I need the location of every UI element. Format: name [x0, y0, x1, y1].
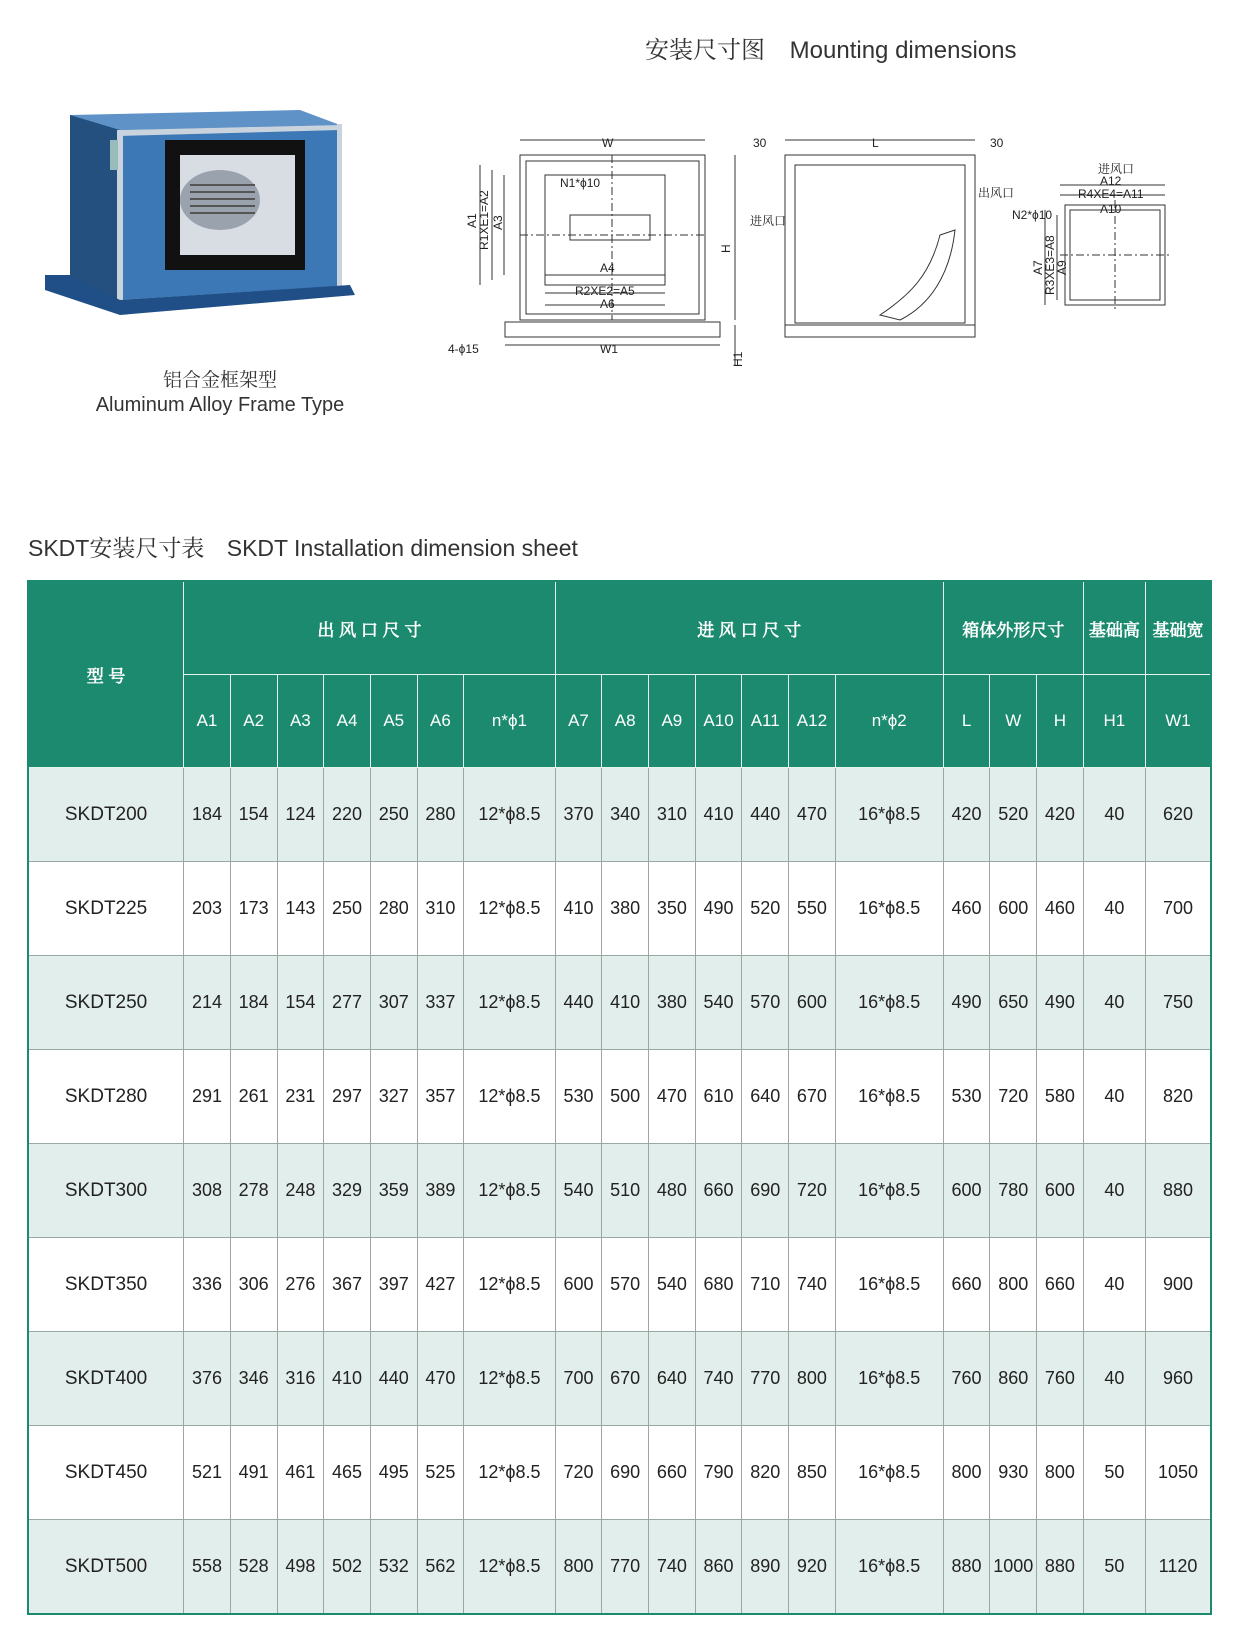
- value-cell: 12*ϕ8.5: [464, 1520, 555, 1615]
- table-subheader-row: [28, 675, 1211, 768]
- value-cell: 880: [1037, 1520, 1084, 1615]
- value-cell: 184: [184, 768, 231, 862]
- value-cell: 558: [184, 1520, 231, 1615]
- value-cell: 316: [277, 1332, 324, 1426]
- base-height-header: 基础高: [1083, 581, 1145, 675]
- caption-en: Aluminum Alloy Frame Type: [95, 394, 345, 416]
- product-caption: [60, 365, 380, 417]
- column-header: H1: [1083, 675, 1145, 768]
- label-A7: A7: [1031, 260, 1045, 275]
- label-A3: A3: [491, 215, 505, 230]
- value-cell: 760: [943, 1332, 990, 1426]
- value-cell: 16*ϕ8.5: [835, 1238, 943, 1332]
- table-row: [28, 1332, 1211, 1426]
- label-30-left: 30: [753, 136, 767, 150]
- value-cell: 12*ϕ8.5: [464, 1238, 555, 1332]
- column-header: A8: [602, 675, 649, 768]
- label-R1: R1XE1=A2: [477, 190, 491, 250]
- value-cell: 248: [277, 1144, 324, 1238]
- value-cell: 540: [695, 956, 742, 1050]
- value-cell: 650: [990, 956, 1037, 1050]
- value-cell: 336: [184, 1238, 231, 1332]
- value-cell: 12*ϕ8.5: [464, 1144, 555, 1238]
- value-cell: 12*ϕ8.5: [464, 956, 555, 1050]
- value-cell: 880: [943, 1520, 990, 1615]
- label-A1: A1: [465, 213, 479, 228]
- value-cell: 610: [695, 1050, 742, 1144]
- value-cell: 40: [1083, 768, 1145, 862]
- label-H: H: [719, 244, 733, 253]
- value-cell: 124: [277, 768, 324, 862]
- column-header: A12: [789, 675, 836, 768]
- table-title-en: SKDT Installation dimension sheet: [226, 535, 578, 561]
- value-cell: 461: [277, 1426, 324, 1520]
- label-W1: W1: [600, 342, 618, 356]
- value-cell: 470: [789, 768, 836, 862]
- value-cell: 570: [602, 1238, 649, 1332]
- value-cell: 528: [230, 1520, 277, 1615]
- value-cell: 540: [649, 1238, 696, 1332]
- label-R4: R4XE4=A11: [1078, 187, 1144, 201]
- value-cell: 16*ϕ8.5: [835, 1144, 943, 1238]
- value-cell: 640: [649, 1332, 696, 1426]
- value-cell: 389: [417, 1144, 464, 1238]
- page-title-cn: 安装尺寸图: [645, 37, 765, 64]
- value-cell: 800: [990, 1238, 1037, 1332]
- column-header: A9: [649, 675, 696, 768]
- value-cell: 440: [555, 956, 602, 1050]
- value-cell: 50: [1083, 1520, 1145, 1615]
- model-cell: SKDT500: [28, 1520, 184, 1615]
- value-cell: 12*ϕ8.5: [464, 862, 555, 956]
- table-title: [28, 530, 578, 563]
- table-row: [28, 1520, 1211, 1615]
- value-cell: 410: [324, 1332, 371, 1426]
- value-cell: 520: [742, 862, 789, 956]
- value-cell: 660: [943, 1238, 990, 1332]
- value-cell: 720: [990, 1050, 1037, 1144]
- value-cell: 600: [789, 956, 836, 1050]
- model-cell: SKDT280: [28, 1050, 184, 1144]
- value-cell: 780: [990, 1144, 1037, 1238]
- value-cell: 12*ϕ8.5: [464, 1426, 555, 1520]
- table-row: [28, 956, 1211, 1050]
- value-cell: 310: [417, 862, 464, 956]
- column-header: W1: [1146, 675, 1211, 768]
- value-cell: 306: [230, 1238, 277, 1332]
- model-cell: SKDT200: [28, 768, 184, 862]
- value-cell: 154: [277, 956, 324, 1050]
- value-cell: 490: [943, 956, 990, 1050]
- value-cell: 700: [555, 1332, 602, 1426]
- value-cell: 495: [370, 1426, 417, 1520]
- label-30-right: 30: [990, 136, 1004, 150]
- label-R3: R3XE3=A8: [1043, 235, 1057, 295]
- model-header: 型 号: [28, 581, 184, 768]
- value-cell: 880: [1146, 1144, 1211, 1238]
- value-cell: 660: [1037, 1238, 1084, 1332]
- page-title-en: Mounting dimensions: [789, 37, 1017, 64]
- label-holes: 4-ϕ15: [448, 342, 479, 356]
- value-cell: 640: [742, 1050, 789, 1144]
- value-cell: 491: [230, 1426, 277, 1520]
- value-cell: 465: [324, 1426, 371, 1520]
- value-cell: 40: [1083, 1050, 1145, 1144]
- label-H1: H1: [731, 351, 745, 367]
- value-cell: 250: [370, 768, 417, 862]
- casing-group-header: 箱体外形尺寸: [943, 581, 1083, 675]
- value-cell: 214: [184, 956, 231, 1050]
- value-cell: 600: [555, 1238, 602, 1332]
- value-cell: 280: [417, 768, 464, 862]
- value-cell: 660: [695, 1144, 742, 1238]
- value-cell: 16*ϕ8.5: [835, 1332, 943, 1426]
- column-header: A7: [555, 675, 602, 768]
- table-row: [28, 1426, 1211, 1520]
- value-cell: 380: [602, 862, 649, 956]
- value-cell: 530: [943, 1050, 990, 1144]
- value-cell: 550: [789, 862, 836, 956]
- value-cell: 680: [695, 1238, 742, 1332]
- value-cell: 16*ϕ8.5: [835, 862, 943, 956]
- value-cell: 600: [1037, 1144, 1084, 1238]
- value-cell: 359: [370, 1144, 417, 1238]
- value-cell: 570: [742, 956, 789, 1050]
- value-cell: 490: [1037, 956, 1084, 1050]
- value-cell: 440: [742, 768, 789, 862]
- outlet-group-header: 出 风 口 尺 寸: [184, 581, 555, 675]
- value-cell: 525: [417, 1426, 464, 1520]
- value-cell: 250: [324, 862, 371, 956]
- label-R2: R2XE2=A5: [575, 284, 635, 298]
- value-cell: 50: [1083, 1426, 1145, 1520]
- fan-cabinet-image: [40, 100, 380, 340]
- value-cell: 600: [943, 1144, 990, 1238]
- label-L: L: [872, 136, 879, 150]
- model-cell: SKDT225: [28, 862, 184, 956]
- column-header: W: [990, 675, 1037, 768]
- value-cell: 521: [184, 1426, 231, 1520]
- value-cell: 580: [1037, 1050, 1084, 1144]
- value-cell: 261: [230, 1050, 277, 1144]
- value-cell: 280: [370, 862, 417, 956]
- value-cell: 620: [1146, 768, 1211, 862]
- value-cell: 502: [324, 1520, 371, 1615]
- value-cell: 12*ϕ8.5: [464, 1050, 555, 1144]
- label-outlet-side: 出风口: [978, 186, 1015, 200]
- value-cell: 277: [324, 956, 371, 1050]
- value-cell: 410: [555, 862, 602, 956]
- label-inlet-top: 进风口: [1098, 162, 1135, 176]
- value-cell: 790: [695, 1426, 742, 1520]
- value-cell: 40: [1083, 1144, 1145, 1238]
- value-cell: 12*ϕ8.5: [464, 768, 555, 862]
- model-cell: SKDT400: [28, 1332, 184, 1426]
- label-N1: N1*ϕ10: [560, 176, 601, 190]
- value-cell: 370: [555, 768, 602, 862]
- mounting-drawing: [448, 125, 1220, 395]
- page-title: [645, 30, 1016, 65]
- label-N2: N2*ϕ10: [1012, 208, 1053, 222]
- label-A12: A12: [1100, 174, 1122, 188]
- value-cell: 480: [649, 1144, 696, 1238]
- value-cell: 327: [370, 1050, 417, 1144]
- value-cell: 203: [184, 862, 231, 956]
- value-cell: 490: [695, 862, 742, 956]
- model-cell: SKDT450: [28, 1426, 184, 1520]
- value-cell: 740: [649, 1520, 696, 1615]
- table-body: [28, 768, 1211, 1615]
- column-header: A4: [324, 675, 371, 768]
- value-cell: 340: [602, 768, 649, 862]
- value-cell: 329: [324, 1144, 371, 1238]
- label-A4: A4: [600, 261, 615, 275]
- value-cell: 16*ϕ8.5: [835, 768, 943, 862]
- value-cell: 600: [990, 862, 1037, 956]
- value-cell: 740: [695, 1332, 742, 1426]
- value-cell: 460: [1037, 862, 1084, 956]
- table-group-header-row: [28, 581, 1211, 675]
- value-cell: 40: [1083, 1238, 1145, 1332]
- value-cell: 890: [742, 1520, 789, 1615]
- column-header: n*ϕ1: [464, 675, 555, 768]
- value-cell: 40: [1083, 956, 1145, 1050]
- label-inlet-side: 进风口: [750, 214, 787, 228]
- value-cell: 440: [370, 1332, 417, 1426]
- value-cell: 800: [555, 1520, 602, 1615]
- value-cell: 291: [184, 1050, 231, 1144]
- value-cell: 410: [602, 956, 649, 1050]
- label-A9: A9: [1055, 260, 1069, 275]
- value-cell: 1000: [990, 1520, 1037, 1615]
- value-cell: 220: [324, 768, 371, 862]
- value-cell: 470: [649, 1050, 696, 1144]
- column-header: L: [943, 675, 990, 768]
- value-cell: 860: [990, 1332, 1037, 1426]
- column-header: A1: [184, 675, 231, 768]
- value-cell: 532: [370, 1520, 417, 1615]
- model-cell: SKDT250: [28, 956, 184, 1050]
- value-cell: 40: [1083, 1332, 1145, 1426]
- value-cell: 690: [742, 1144, 789, 1238]
- value-cell: 660: [649, 1426, 696, 1520]
- value-cell: 397: [370, 1238, 417, 1332]
- value-cell: 16*ϕ8.5: [835, 1050, 943, 1144]
- value-cell: 337: [417, 956, 464, 1050]
- value-cell: 850: [789, 1426, 836, 1520]
- value-cell: 40: [1083, 862, 1145, 956]
- value-cell: 500: [602, 1050, 649, 1144]
- value-cell: 720: [789, 1144, 836, 1238]
- value-cell: 770: [742, 1332, 789, 1426]
- column-header: n*ϕ2: [835, 675, 943, 768]
- value-cell: 143: [277, 862, 324, 956]
- value-cell: 376: [184, 1332, 231, 1426]
- value-cell: 367: [324, 1238, 371, 1332]
- value-cell: 670: [602, 1332, 649, 1426]
- value-cell: 700: [1146, 862, 1211, 956]
- value-cell: 540: [555, 1144, 602, 1238]
- value-cell: 310: [649, 768, 696, 862]
- value-cell: 308: [184, 1144, 231, 1238]
- value-cell: 173: [230, 862, 277, 956]
- value-cell: 1050: [1146, 1426, 1211, 1520]
- value-cell: 276: [277, 1238, 324, 1332]
- model-cell: SKDT300: [28, 1144, 184, 1238]
- column-header: A5: [370, 675, 417, 768]
- table-row: [28, 1050, 1211, 1144]
- value-cell: 920: [789, 1520, 836, 1615]
- value-cell: 410: [695, 768, 742, 862]
- value-cell: 520: [990, 768, 1037, 862]
- value-cell: 154: [230, 768, 277, 862]
- value-cell: 427: [417, 1238, 464, 1332]
- column-header: H: [1037, 675, 1084, 768]
- value-cell: 860: [695, 1520, 742, 1615]
- value-cell: 346: [230, 1332, 277, 1426]
- value-cell: 1120: [1146, 1520, 1211, 1615]
- value-cell: 420: [1037, 768, 1084, 862]
- value-cell: 380: [649, 956, 696, 1050]
- column-header: A11: [742, 675, 789, 768]
- value-cell: 562: [417, 1520, 464, 1615]
- value-cell: 350: [649, 862, 696, 956]
- value-cell: 770: [602, 1520, 649, 1615]
- dimension-table: [27, 580, 1212, 1615]
- side-view-outline: [785, 155, 975, 325]
- value-cell: 530: [555, 1050, 602, 1144]
- value-cell: 498: [277, 1520, 324, 1615]
- value-cell: 16*ϕ8.5: [835, 1426, 943, 1520]
- value-cell: 800: [943, 1426, 990, 1520]
- value-cell: 820: [1146, 1050, 1211, 1144]
- caption-cn: 铝合金框架型: [162, 370, 277, 391]
- value-cell: 740: [789, 1238, 836, 1332]
- column-header: A10: [695, 675, 742, 768]
- label-A6: A6: [600, 297, 615, 311]
- value-cell: 231: [277, 1050, 324, 1144]
- table-title-cn: SKDT安装尺寸表: [28, 535, 205, 561]
- value-cell: 510: [602, 1144, 649, 1238]
- table-row: [28, 768, 1211, 862]
- table-row: [28, 862, 1211, 956]
- value-cell: 900: [1146, 1238, 1211, 1332]
- label-W: W: [602, 136, 614, 150]
- value-cell: 307: [370, 956, 417, 1050]
- value-cell: 16*ϕ8.5: [835, 1520, 943, 1615]
- value-cell: 420: [943, 768, 990, 862]
- value-cell: 670: [789, 1050, 836, 1144]
- value-cell: 297: [324, 1050, 371, 1144]
- value-cell: 760: [1037, 1332, 1084, 1426]
- inlet-group-header: 进 风 口 尺 寸: [555, 581, 943, 675]
- model-cell: SKDT350: [28, 1238, 184, 1332]
- value-cell: 800: [789, 1332, 836, 1426]
- table-row: [28, 1144, 1211, 1238]
- value-cell: 800: [1037, 1426, 1084, 1520]
- table-row: [28, 1238, 1211, 1332]
- value-cell: 470: [417, 1332, 464, 1426]
- base-width-header: 基础宽: [1146, 581, 1211, 675]
- value-cell: 460: [943, 862, 990, 956]
- value-cell: 820: [742, 1426, 789, 1520]
- column-header: A6: [417, 675, 464, 768]
- value-cell: 750: [1146, 956, 1211, 1050]
- value-cell: 16*ϕ8.5: [835, 956, 943, 1050]
- value-cell: 960: [1146, 1332, 1211, 1426]
- column-header: A3: [277, 675, 324, 768]
- value-cell: 720: [555, 1426, 602, 1520]
- column-header: A2: [230, 675, 277, 768]
- label-A10: A10: [1100, 202, 1122, 216]
- value-cell: 12*ϕ8.5: [464, 1332, 555, 1426]
- value-cell: 184: [230, 956, 277, 1050]
- value-cell: 278: [230, 1144, 277, 1238]
- value-cell: 357: [417, 1050, 464, 1144]
- value-cell: 710: [742, 1238, 789, 1332]
- value-cell: 690: [602, 1426, 649, 1520]
- value-cell: 930: [990, 1426, 1037, 1520]
